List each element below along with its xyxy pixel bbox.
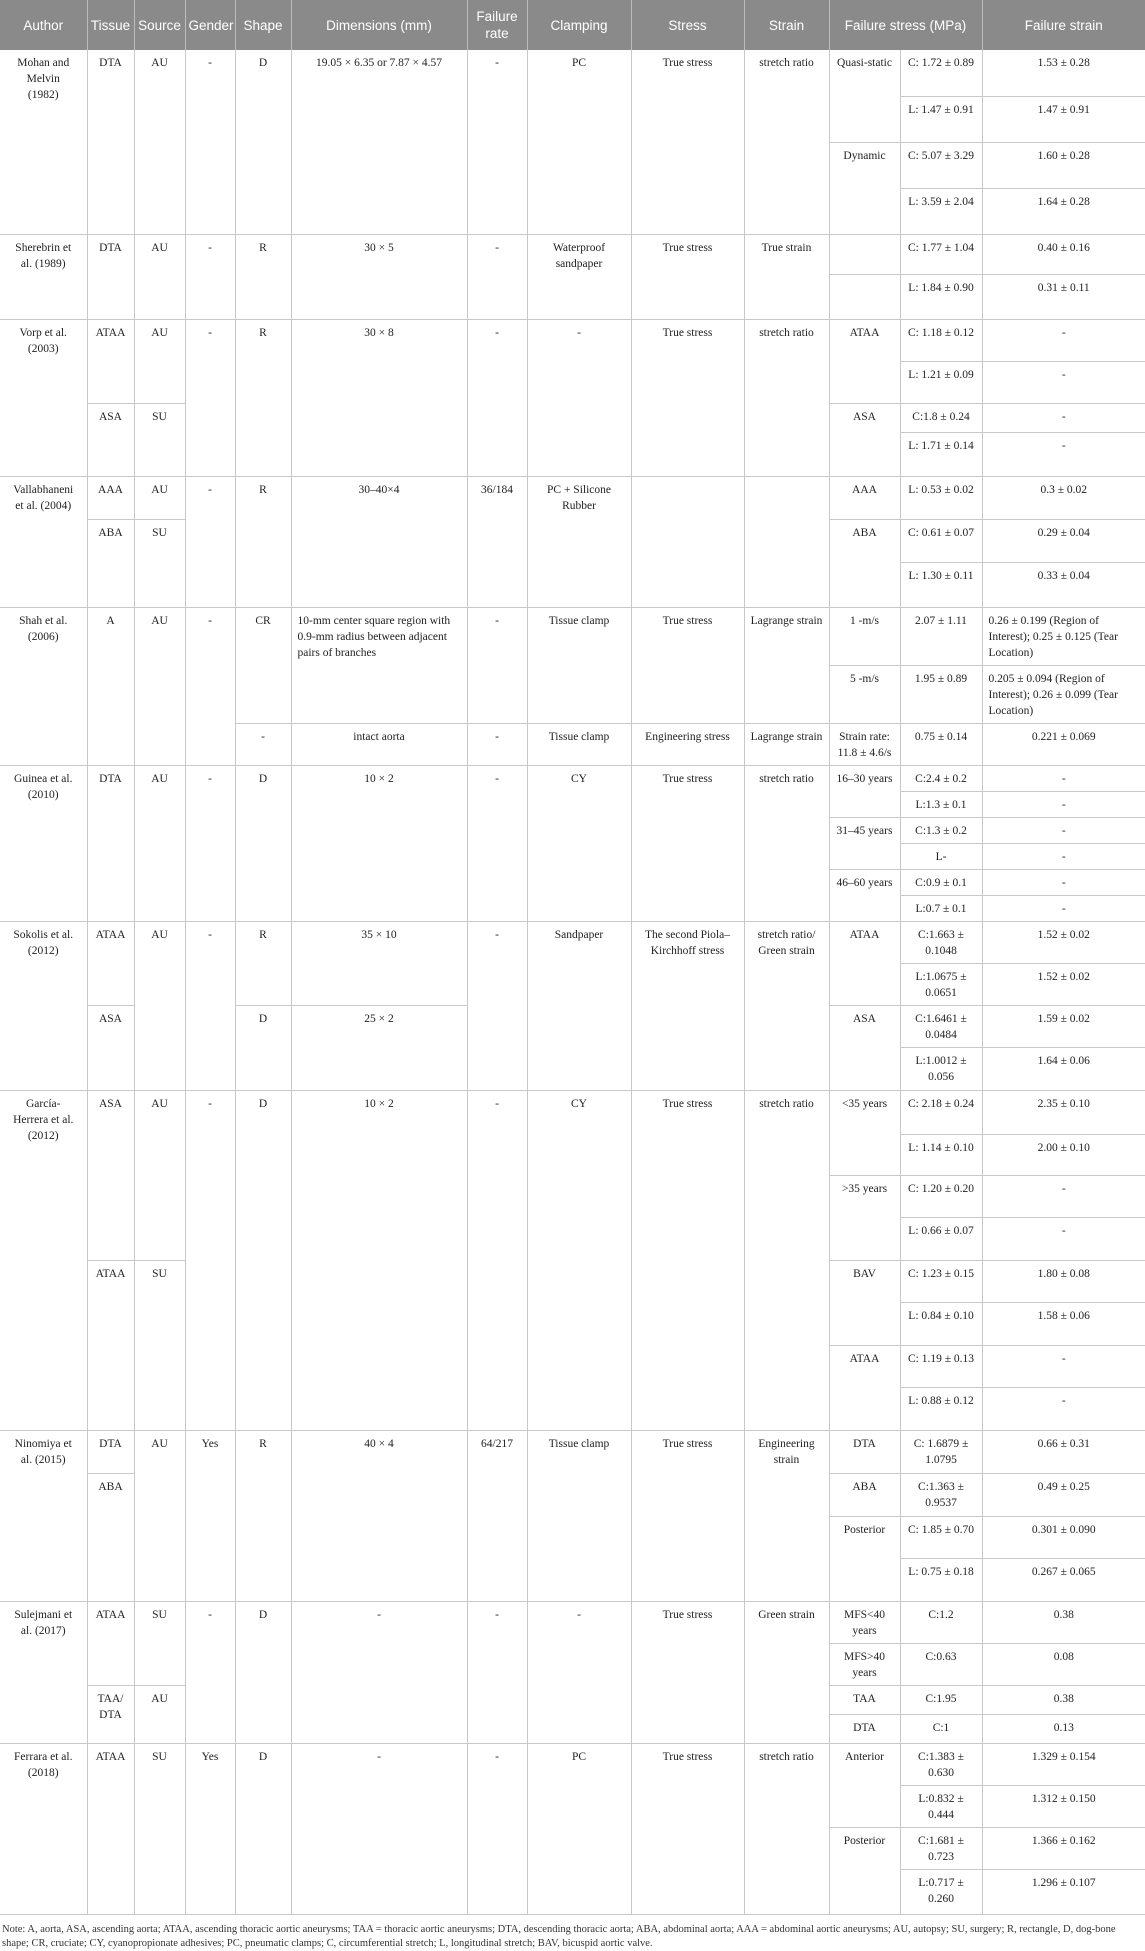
table-cell: C:0.9 ± 0.1 xyxy=(900,869,982,895)
table-cell: - xyxy=(982,1217,1145,1260)
study-group xyxy=(0,921,1145,1090)
table-cell: L:1.3 ± 0.1 xyxy=(900,791,982,817)
table-cell: True stress xyxy=(631,50,744,234)
table-cell: C: 2.18 ± 0.24 xyxy=(900,1090,982,1134)
table-cell xyxy=(744,476,829,607)
table-cell: 1.296 ± 0.107 xyxy=(982,1869,1145,1914)
table-cell: ATAA xyxy=(87,1743,134,1914)
table-cell: DTA xyxy=(87,50,134,234)
study-group xyxy=(0,607,1145,765)
table-cell: 64/217 xyxy=(467,1430,527,1601)
table-cell: Lagrange strain xyxy=(744,723,829,765)
table-cell: D xyxy=(235,765,291,921)
table-cell: DTA xyxy=(87,1430,134,1473)
table-cell: - xyxy=(235,723,291,765)
table-cell: True stress xyxy=(631,607,744,723)
table-cell: PC + Silicone Rubber xyxy=(527,476,631,607)
table-cell: - xyxy=(467,50,527,234)
table-cell: - xyxy=(185,319,235,476)
table-cell: True strain xyxy=(744,234,829,319)
table-cell: 1.47 ± 0.91 xyxy=(982,96,1145,142)
table-cell: R xyxy=(235,319,291,476)
table-cell: ASA xyxy=(87,1090,134,1260)
table-cell: L: 1.71 ± 0.14 xyxy=(900,432,982,476)
table-cell: C: 1.18 ± 0.12 xyxy=(900,319,982,361)
table-cell xyxy=(829,274,900,319)
table-cell: AAA xyxy=(829,476,900,519)
table-cell: SU xyxy=(134,1260,185,1430)
header-clamping: Clamping xyxy=(527,0,631,50)
table-cell: 30 × 5 xyxy=(291,234,467,319)
table-cell: AU xyxy=(134,1685,185,1743)
table-cell: L: 1.14 ± 0.10 xyxy=(900,1134,982,1175)
table-cell: L: 0.75 ± 0.18 xyxy=(900,1558,982,1601)
table-cell: 2.35 ± 0.10 xyxy=(982,1090,1145,1134)
table-cell: 0.08 xyxy=(982,1643,1145,1685)
table-cell: C: 1.20 ± 0.20 xyxy=(900,1175,982,1217)
table-cell: ATAA xyxy=(87,921,134,1005)
author-cell: Guinea et al. (2010) xyxy=(0,765,87,921)
table-cell: ATAA xyxy=(87,1601,134,1685)
table-cell: 46–60 years xyxy=(829,869,900,921)
table-cell: AU xyxy=(134,765,185,921)
table-cell: 0.13 xyxy=(982,1714,1145,1743)
table-cell: C: 1.19 ± 0.13 xyxy=(900,1345,982,1387)
table-cell: L:0.7 ± 0.1 xyxy=(900,895,982,921)
header-gender: Gender xyxy=(185,0,235,50)
table-cell: C: 0.61 ± 0.07 xyxy=(900,519,982,562)
table-cell: AU xyxy=(134,234,185,319)
table-cell: 36/184 xyxy=(467,476,527,607)
table-cell: 1.80 ± 0.08 xyxy=(982,1260,1145,1302)
header-source: Source xyxy=(134,0,185,50)
table-cell: 0.221 ± 0.069 xyxy=(982,723,1145,765)
table-cell: Tissue clamp xyxy=(527,1430,631,1601)
table-cell: R xyxy=(235,476,291,607)
header-tissue: Tissue xyxy=(87,0,134,50)
table-cell: ATAA xyxy=(87,1260,134,1430)
table-cell: 1.53 ± 0.28 xyxy=(982,50,1145,96)
table-cell: L: 1.47 ± 0.91 xyxy=(900,96,982,142)
table-cell: 2.07 ± 1.11 xyxy=(900,607,982,665)
table-cell: Sandpaper xyxy=(527,921,631,1090)
table-cell: C: 1.23 ± 0.15 xyxy=(900,1260,982,1302)
table-row xyxy=(0,765,1145,791)
table-cell: 0.31 ± 0.11 xyxy=(982,274,1145,319)
study-group xyxy=(0,1090,1145,1430)
table-cell: 35 × 10 xyxy=(291,921,467,1005)
table-cell: True stress xyxy=(631,234,744,319)
table-cell: <35 years xyxy=(829,1090,900,1175)
table-cell: C:1.8 ± 0.24 xyxy=(900,403,982,432)
table-cell: - xyxy=(185,234,235,319)
study-group xyxy=(0,476,1145,607)
table-cell: 1.329 ± 0.154 xyxy=(982,1743,1145,1785)
table-cell: ATAA xyxy=(829,921,900,1005)
table-cell: DTA xyxy=(829,1714,900,1743)
header-dimensions: Dimensions (mm) xyxy=(291,0,467,50)
study-group xyxy=(0,1601,1145,1743)
table-cell: True stress xyxy=(631,1601,744,1743)
author-cell: Sulejmani et al. (2017) xyxy=(0,1601,87,1743)
table-cell: PC xyxy=(527,1743,631,1914)
table-row xyxy=(0,50,1145,96)
table-cell: D xyxy=(235,50,291,234)
table-cell: DTA xyxy=(829,1430,900,1473)
table-cell: 40 × 4 xyxy=(291,1430,467,1601)
table-cell: DTA xyxy=(87,765,134,921)
table-cell: ASA xyxy=(87,1005,134,1090)
table-cell: L: 0.53 ± 0.02 xyxy=(900,476,982,519)
table-cell: 1.95 ± 0.89 xyxy=(900,665,982,723)
table-cell: - xyxy=(185,765,235,921)
table-cell: 1 -m/s xyxy=(829,607,900,665)
table-cell: Anterior xyxy=(829,1743,900,1827)
table-cell: - xyxy=(467,723,527,765)
table-cell: - xyxy=(982,1345,1145,1387)
table-cell: - xyxy=(982,869,1145,895)
table-cell: - xyxy=(291,1743,467,1914)
table-cell: 1.58 ± 0.06 xyxy=(982,1302,1145,1345)
table-cell: 0.38 xyxy=(982,1601,1145,1643)
header-failure-stress: Failure stress (MPa) xyxy=(829,0,982,50)
author-cell: Vorp et al. (2003) xyxy=(0,319,87,476)
table-cell: - xyxy=(982,765,1145,791)
table-cell: - xyxy=(467,765,527,921)
table-cell: - xyxy=(185,50,235,234)
table-cell: - xyxy=(527,1601,631,1743)
table-cell: 1.59 ± 0.02 xyxy=(982,1005,1145,1047)
table-cell: 10 × 2 xyxy=(291,765,467,921)
table-cell: AU xyxy=(134,476,185,519)
table-cell: - xyxy=(982,1387,1145,1430)
header-failure-rate: Failure rate xyxy=(467,0,527,50)
table-cell: 30 × 8 xyxy=(291,319,467,476)
table-cell: stretch ratio xyxy=(744,50,829,234)
table-cell: True stress xyxy=(631,765,744,921)
table-cell xyxy=(631,476,744,607)
table-cell: - xyxy=(982,895,1145,921)
study-group xyxy=(0,234,1145,319)
table-row xyxy=(0,234,1145,274)
header-row xyxy=(0,0,1145,50)
study-group xyxy=(0,765,1145,921)
table-cell: C:1.3 ± 0.2 xyxy=(900,817,982,843)
table-cell: MFS>40 years xyxy=(829,1643,900,1685)
table-cell: C:1.2 xyxy=(900,1601,982,1643)
table-cell: 25 × 2 xyxy=(291,1005,467,1090)
author-cell: García-Herrera et al. (2012) xyxy=(0,1090,87,1430)
table-cell: AU xyxy=(134,50,185,234)
author-cell: Shah et al. (2006) xyxy=(0,607,87,765)
table-cell: L:1.0012 ± 0.056 xyxy=(900,1047,982,1090)
table-cell: BAV xyxy=(829,1260,900,1345)
table-cell: ATAA xyxy=(87,319,134,403)
table-cell: 0.301 ± 0.090 xyxy=(982,1516,1145,1558)
table-cell: 10-mm center square region with 0.9-mm radius between adjacent pairs of branches xyxy=(291,607,467,723)
table-cell: C:1.6461 ± 0.0484 xyxy=(900,1005,982,1047)
table-cell: 31–45 years xyxy=(829,817,900,869)
study-group xyxy=(0,1743,1145,1914)
table-cell: 0.26 ± 0.199 (Region of Interest); 0.25 ± 0.125 (Tear Location) xyxy=(982,607,1145,665)
table-cell: Yes xyxy=(185,1743,235,1914)
table-cell: stretch ratio xyxy=(744,765,829,921)
table-cell: 0.205 ± 0.094 (Region of Interest); 0.26 ± 0.099 (Tear Location) xyxy=(982,665,1145,723)
table-cell: L: 0.88 ± 0.12 xyxy=(900,1387,982,1430)
table-cell: SU xyxy=(134,1601,185,1685)
header-author: Author xyxy=(0,0,87,50)
table-cell: SU xyxy=(134,519,185,607)
table-cell: C: 5.07 ± 3.29 xyxy=(900,142,982,188)
table-cell: - xyxy=(467,234,527,319)
table-cell: 1.64 ± 0.06 xyxy=(982,1047,1145,1090)
table-cell: - xyxy=(982,817,1145,843)
table-cell: 19.05 × 6.35 or 7.87 × 4.57 xyxy=(291,50,467,234)
table-cell: - xyxy=(982,843,1145,869)
table-cell: AU xyxy=(134,607,185,765)
table-row xyxy=(0,1430,1145,1473)
table-cell: D xyxy=(235,1005,291,1090)
table-cell: L- xyxy=(900,843,982,869)
header-strain: Strain xyxy=(744,0,829,50)
table-cell: MFS<40 years xyxy=(829,1601,900,1643)
author-cell: Ninomiya et al. (2015) xyxy=(0,1430,87,1601)
table-cell: - xyxy=(185,607,235,765)
table-cell: 1.366 ± 0.162 xyxy=(982,1827,1145,1869)
author-cell: Ferrara et al. (2018) xyxy=(0,1743,87,1914)
table-cell: Strain rate: 11.8 ± 4.6/s xyxy=(829,723,900,765)
study-group xyxy=(0,319,1145,476)
table-cell: SU xyxy=(134,403,185,476)
table-cell: - xyxy=(185,1090,235,1430)
table-cell: Posterior xyxy=(829,1516,900,1601)
table-cell: stretch ratio xyxy=(744,319,829,476)
table-cell: Engineering stress xyxy=(631,723,744,765)
table-cell: R xyxy=(235,921,291,1005)
table-cell: C:1.383 ± 0.630 xyxy=(900,1743,982,1785)
table-cell: C:1 xyxy=(900,1714,982,1743)
table-cell: C:1.95 xyxy=(900,1685,982,1714)
table-cell: - xyxy=(467,1743,527,1914)
table-cell: AU xyxy=(134,1430,185,1601)
table-cell: ASA xyxy=(829,403,900,476)
table-cell: C: 1.77 ± 1.04 xyxy=(900,234,982,274)
table-cell: 0.267 ± 0.065 xyxy=(982,1558,1145,1601)
table-cell: ASA xyxy=(829,1005,900,1090)
table-cell: - xyxy=(467,1601,527,1743)
table-cell: 1.64 ± 0.28 xyxy=(982,188,1145,234)
table-cell: Tissue clamp xyxy=(527,723,631,765)
table-cell: ATAA xyxy=(829,1345,900,1430)
table-cell: 0.66 ± 0.31 xyxy=(982,1430,1145,1473)
table-cell: >35 years xyxy=(829,1175,900,1260)
table-footnote: Note: A, aorta, ASA, ascending aorta; ATAA, ascending thoracic aortic aneurysms; TAA = thoracic aortic aneurysms; DTA, descending thoracic aorta; ABA, abdominal aorta; AAA = abdominal aortic aneurysms; AU, autopsy; SU, surgery; R, rectangle, D, dog-bone shape; CR, cruciate; CY, cyanopropionate adhesives; PC, pneumatic clamps; C, circumferential stretch; L, longitudinal stretch; BAV, bicuspid aortic valve. xyxy=(2,1923,1116,1949)
table-cell: L: 3.59 ± 2.04 xyxy=(900,188,982,234)
table-cell: CY xyxy=(527,1090,631,1430)
table-cell: 1.52 ± 0.02 xyxy=(982,921,1145,963)
table-cell: L: 1.84 ± 0.90 xyxy=(900,274,982,319)
table-cell: True stress xyxy=(631,1743,744,1914)
table-cell: C:2.4 ± 0.2 xyxy=(900,765,982,791)
table-cell: C: 1.6879 ± 1.0795 xyxy=(900,1430,982,1473)
table-cell xyxy=(829,234,900,274)
table-cell: 1.312 ± 0.150 xyxy=(982,1785,1145,1827)
table-row xyxy=(0,607,1145,665)
table-cell: Yes xyxy=(185,1430,235,1601)
header-shape: Shape xyxy=(235,0,291,50)
table-cell: - xyxy=(467,607,527,723)
table-cell: TAA xyxy=(829,1685,900,1714)
table-cell: Engineering strain xyxy=(744,1430,829,1601)
table-cell: Tissue clamp xyxy=(527,607,631,723)
table-cell: PC xyxy=(527,50,631,234)
table-cell: True stress xyxy=(631,1430,744,1601)
table-cell: AU xyxy=(134,1090,185,1260)
table-cell: 0.38 xyxy=(982,1685,1145,1714)
table-cell: - xyxy=(185,921,235,1090)
header-stress: Stress xyxy=(631,0,744,50)
table-cell: D xyxy=(235,1090,291,1430)
table-cell: A xyxy=(87,607,134,765)
table-cell: R xyxy=(235,1430,291,1601)
table-cell: 0.49 ± 0.25 xyxy=(982,1473,1145,1516)
table-cell: - xyxy=(982,361,1145,403)
table-row xyxy=(0,921,1145,963)
table-cell: True stress xyxy=(631,1090,744,1430)
author-cell: Mohan and Melvin (1982) xyxy=(0,50,87,234)
table-cell: Posterior xyxy=(829,1827,900,1914)
table-cell: L:1.0675 ± 0.0651 xyxy=(900,963,982,1005)
table-cell: DTA xyxy=(87,234,134,319)
table-cell: stretch ratio xyxy=(744,1090,829,1430)
table-row xyxy=(0,1090,1145,1134)
table-cell: ABA xyxy=(829,1473,900,1516)
table-cell: C:1.681 ± 0.723 xyxy=(900,1827,982,1869)
study-group xyxy=(0,1430,1145,1601)
table-cell: CY xyxy=(527,765,631,921)
author-cell: Sherebrin et al. (1989) xyxy=(0,234,87,319)
table-row xyxy=(0,319,1145,361)
table-cell: ABA xyxy=(87,519,134,607)
table-cell: AAA xyxy=(87,476,134,519)
table-cell: AU xyxy=(134,921,185,1090)
table-cell: C:0.63 xyxy=(900,1643,982,1685)
table-cell: D xyxy=(235,1601,291,1743)
table-cell: C:1.663 ± 0.1048 xyxy=(900,921,982,963)
table-cell: 16–30 years xyxy=(829,765,900,817)
table-cell: - xyxy=(185,1601,235,1743)
table-cell: stretch ratio/ Green strain xyxy=(744,921,829,1090)
table-cell: Lagrange strain xyxy=(744,607,829,723)
table-cell: 0.29 ± 0.04 xyxy=(982,519,1145,562)
author-cell: Vallabhaneni et al. (2004) xyxy=(0,476,87,607)
table-cell: L: 1.30 ± 0.11 xyxy=(900,562,982,607)
table-cell: L: 0.66 ± 0.07 xyxy=(900,1217,982,1260)
table-cell: 0.3 ± 0.02 xyxy=(982,476,1145,519)
table-cell: AU xyxy=(134,319,185,403)
table-cell: R xyxy=(235,234,291,319)
table-cell: ABA xyxy=(87,1473,134,1601)
table-cell: D xyxy=(235,1743,291,1914)
study-group xyxy=(0,50,1145,234)
table-cell: Waterproof sandpaper xyxy=(527,234,631,319)
header-failure-strain: Failure strain xyxy=(982,0,1145,50)
table-cell: intact aorta xyxy=(291,723,467,765)
author-cell: Sokolis et al. (2012) xyxy=(0,921,87,1090)
table-cell: SU xyxy=(134,1743,185,1914)
table-cell: - xyxy=(527,319,631,476)
table-cell: stretch ratio xyxy=(744,1743,829,1914)
table-cell: ATAA xyxy=(829,319,900,403)
table-cell: 10 × 2 xyxy=(291,1090,467,1430)
table-row xyxy=(0,1601,1145,1643)
table-cell: 0.33 ± 0.04 xyxy=(982,562,1145,607)
table-cell: - xyxy=(982,791,1145,817)
table-cell: Quasi-static xyxy=(829,50,900,142)
table-cell: - xyxy=(467,1090,527,1430)
table-cell: TAA/ DTA xyxy=(87,1685,134,1743)
table-cell: 1.60 ± 0.28 xyxy=(982,142,1145,188)
table-cell: - xyxy=(467,319,527,476)
table-cell: L:0.832 ± 0.444 xyxy=(900,1785,982,1827)
table-cell: 0.75 ± 0.14 xyxy=(900,723,982,765)
table-cell: L:0.717 ± 0.260 xyxy=(900,1869,982,1914)
table-cell: 5 -m/s xyxy=(829,665,900,723)
table-cell: - xyxy=(982,319,1145,361)
table-cell: ASA xyxy=(87,403,134,476)
table-cell: Dynamic xyxy=(829,142,900,234)
table-cell: True stress xyxy=(631,319,744,476)
table-cell: 1.52 ± 0.02 xyxy=(982,963,1145,1005)
table-cell: C: 1.85 ± 0.70 xyxy=(900,1516,982,1558)
table-cell: - xyxy=(982,432,1145,476)
table-cell: C:1.363 ± 0.9537 xyxy=(900,1473,982,1516)
table-cell: CR xyxy=(235,607,291,723)
table-cell: - xyxy=(291,1601,467,1743)
table-cell: - xyxy=(982,403,1145,432)
table-cell: - xyxy=(185,476,235,607)
table-cell: L: 0.84 ± 0.10 xyxy=(900,1302,982,1345)
table-cell: ABA xyxy=(829,519,900,607)
table-cell: - xyxy=(467,921,527,1090)
table-cell: L: 1.21 ± 0.09 xyxy=(900,361,982,403)
table-cell: 30–40×4 xyxy=(291,476,467,607)
table-cell: 0.40 ± 0.16 xyxy=(982,234,1145,274)
table-cell: C: 1.72 ± 0.89 xyxy=(900,50,982,96)
table-row xyxy=(0,476,1145,519)
table-row xyxy=(0,1743,1145,1785)
table-cell: - xyxy=(982,1175,1145,1217)
table-cell: The second Piola–Kirchhoff stress xyxy=(631,921,744,1090)
table-cell: 2.00 ± 0.10 xyxy=(982,1134,1145,1175)
table-cell: Green strain xyxy=(744,1601,829,1743)
